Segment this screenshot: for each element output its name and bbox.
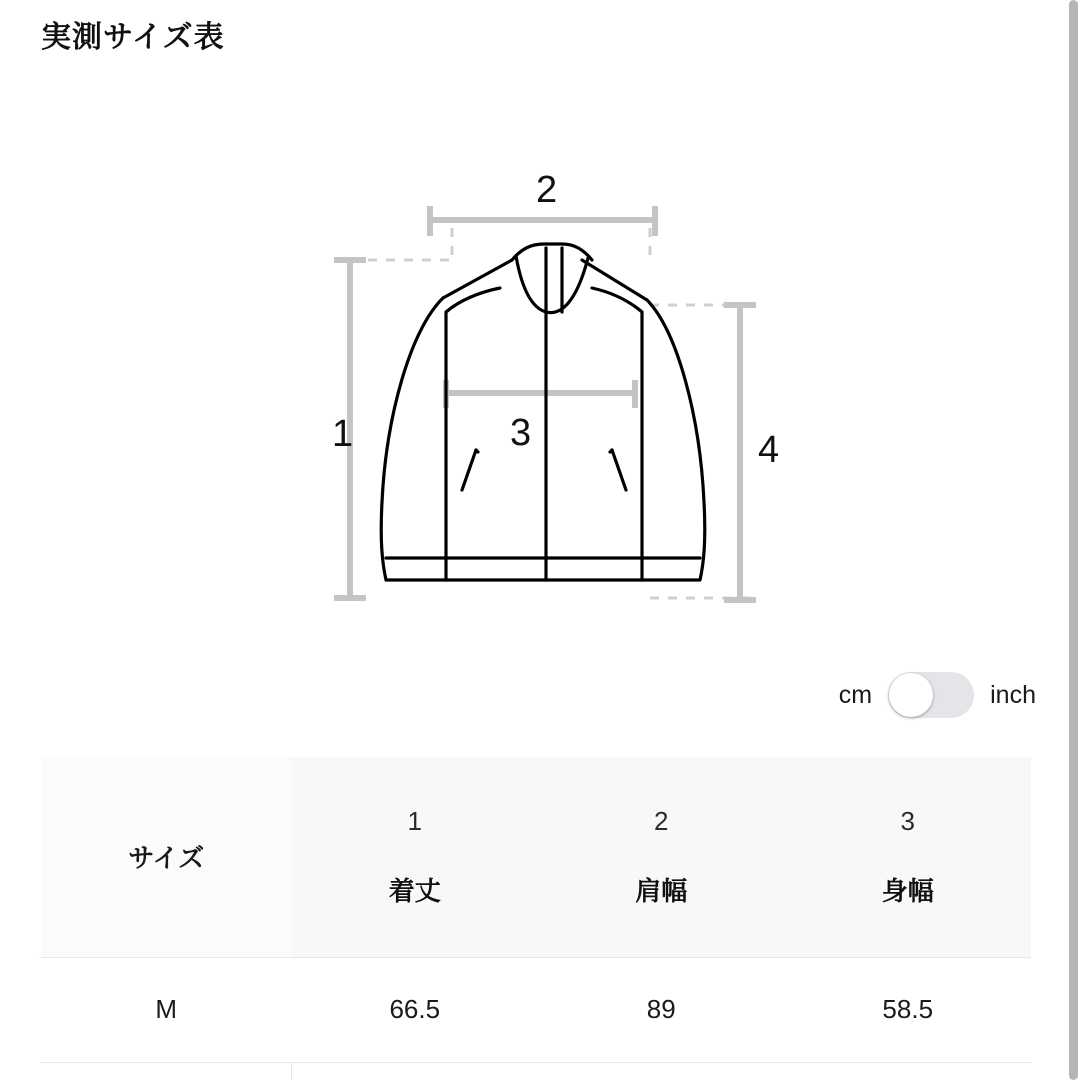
header-size: サイズ: [41, 757, 292, 957]
unit-switch[interactable]: [888, 672, 974, 718]
callout-2: 2: [536, 169, 558, 211]
unit-switch-knob[interactable]: [889, 673, 933, 717]
callout-4: 4: [758, 429, 780, 471]
header-col-1: 1 着丈: [292, 757, 538, 957]
page-scrollbar[interactable]: [1066, 0, 1080, 1080]
unit-toggle[interactable]: [839, 672, 1036, 718]
header-col-3: 3 身幅: [784, 757, 1031, 957]
unit-label-cm: cm: [838, 680, 873, 709]
callout-1: 1: [332, 413, 354, 455]
row-value-2: 89: [538, 957, 784, 1062]
row-value-1: 66.5: [292, 957, 538, 1062]
table-header-row: [41, 757, 1031, 957]
page-title: 実測サイズ表: [41, 21, 225, 54]
jacket-measurement-diagram: [300, 150, 800, 630]
table-row: [41, 957, 1031, 1062]
unit-label-inch: inch: [990, 680, 1036, 709]
row-value-3: 58.5: [784, 957, 1031, 1062]
scrollbar-thumb[interactable]: [1069, 0, 1078, 1080]
row-size: M: [41, 957, 292, 1062]
callout-3: 3: [510, 412, 532, 454]
size-table: [41, 757, 1031, 1063]
header-col-2: 2 肩幅: [538, 757, 784, 957]
